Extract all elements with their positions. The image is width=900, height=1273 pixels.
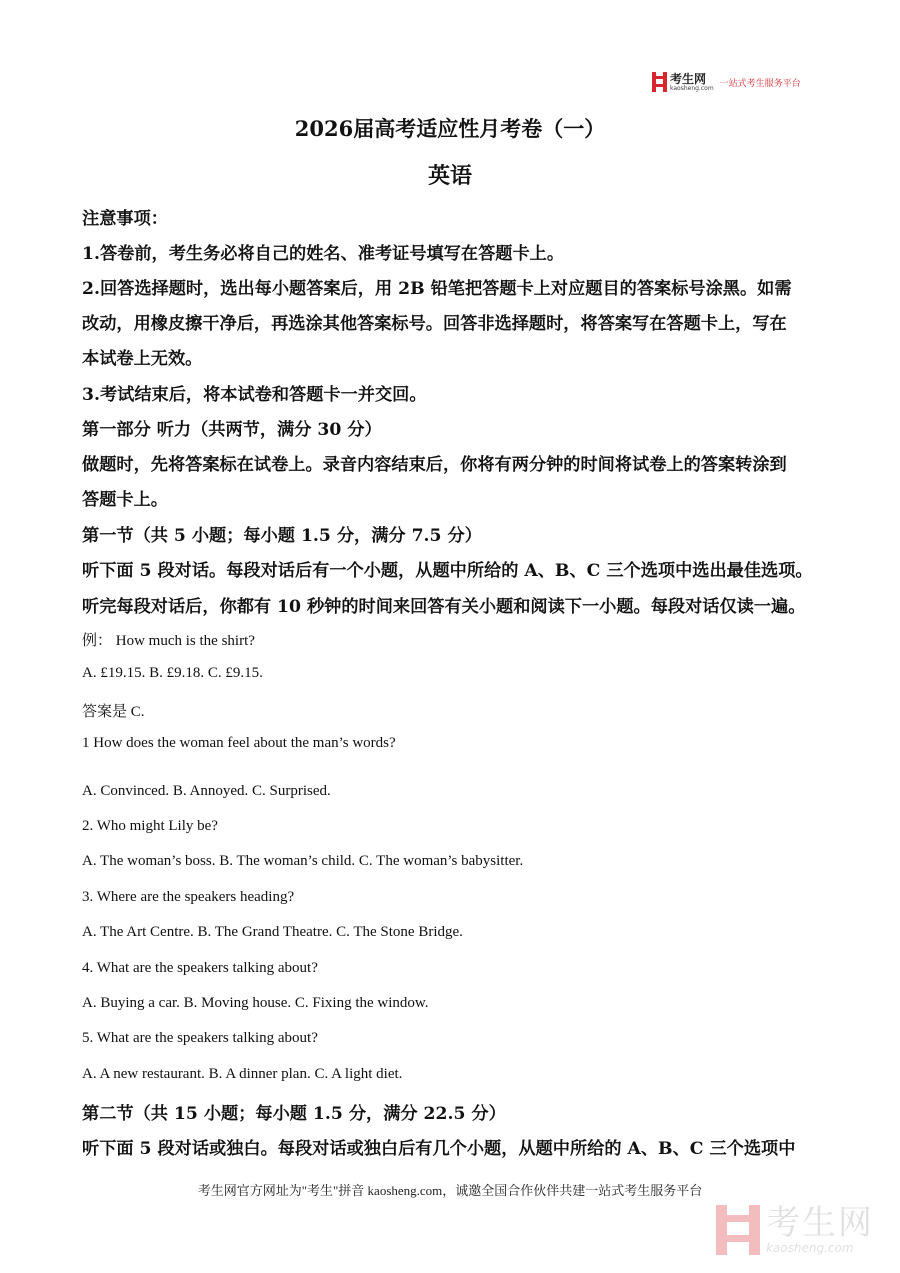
question-4: 4. What are the speakers talking about? (82, 960, 318, 976)
kaosheng-logo-icon (652, 72, 667, 92)
kaosheng-watermark-icon (716, 1205, 760, 1255)
notice-item-3: 3.考试结束后，将本试卷和答题卡一并交回。 (82, 385, 427, 405)
exam-title: 2026届高考适应性月考卷（一） (294, 116, 606, 141)
logo-slogan: 一站式考生服务平台 (719, 78, 801, 89)
section-one-heading: 第一节（共 5 小题；每小题 1.5 分，满分 7.5 分） (82, 526, 482, 546)
example-options: A. £19.15. B. £9.18. C. £9.15. (82, 665, 263, 681)
logo-name: 考生网 (670, 71, 707, 86)
question-5-options: A. A new restaurant. B. A dinner plan. C. A light diet. (82, 1066, 403, 1082)
section-two-heading: 第二节（共 15 小题；每小题 1.5 分，满分 22.5 分） (82, 1104, 506, 1124)
exam-subject: 英语 (427, 163, 472, 189)
question-4-options: A. Buying a car. B. Moving house. C. Fixing the window. (82, 995, 429, 1011)
logo-url: kaosheng.com (670, 84, 714, 92)
notice-item-1: 1.答卷前，考生务必将自己的姓名、准考证号填写在答题卡上。 (82, 244, 565, 264)
example-question: 例： How much is the shirt? (82, 633, 255, 649)
site-logo (652, 72, 801, 92)
notice-item-2: 2.回答选择题时，选出每小题答案后，用 2B 铅笔把答题卡上对应题目的答案标号涂黑。如需 (82, 279, 792, 299)
question-2: 2. Who might Lily be? (82, 818, 218, 834)
watermark-url: kaosheng.com (766, 1241, 854, 1255)
notice-item-2-end: 本试卷上无效。 (82, 349, 203, 369)
section-one-instruction-cont: 听完每段对话后，你都有 10 秒钟的时间来回答有关小题和阅读下一小题。每段对话仅读一遍。 (82, 597, 806, 617)
question-1-options: A. Convinced. B. Annoyed. C. Surprised. (82, 783, 331, 799)
section-one-instruction: 听下面 5 段对话。每段对话后有一个小题，从题中所给的 A、B、C 三个选项中选出最佳选项。 (82, 561, 813, 581)
notice-item-2-cont: 改动，用橡皮擦干净后，再选涂其他答案标号。回答非选择题时，将答案写在答题卡上，写在 (82, 314, 787, 334)
part-one-instruction-cont: 答题卡上。 (82, 490, 168, 510)
question-5: 5. What are the speakers talking about? (82, 1030, 318, 1046)
watermark (716, 1205, 874, 1255)
question-2-options: A. The woman’s boss. B. The woman’s child. C. The woman’s babysitter. (82, 853, 524, 869)
notice-heading: 注意事项： (82, 209, 168, 229)
page-footer: 考生网官方网址为"考生"拼音 kaosheng.com，诚邀全国合作伙伴共建一站式考生服务平台 (197, 1183, 703, 1198)
question-3: 3. Where are the speakers heading? (82, 889, 295, 905)
part-one-instruction: 做题时，先将答案标在试卷上。录音内容结束后，你将有两分钟的时间将试卷上的答案转涂到 (82, 455, 787, 475)
watermark-name: 考生网 (766, 1203, 874, 1243)
question-1: 1 How does the woman feel about the man’s words? (82, 735, 396, 751)
section-two-instruction: 听下面 5 段对话或独白。每段对话或独白后有几个小题，从题中所给的 A、B、C 三个选项中 (82, 1139, 796, 1159)
example-answer: 答案是 C. (82, 704, 145, 720)
question-3-options: A. The Art Centre. B. The Grand Theatre. C. The Stone Bridge. (82, 924, 463, 940)
part-one-heading: 第一部分 听力（共两节，满分 30 分） (82, 420, 382, 440)
